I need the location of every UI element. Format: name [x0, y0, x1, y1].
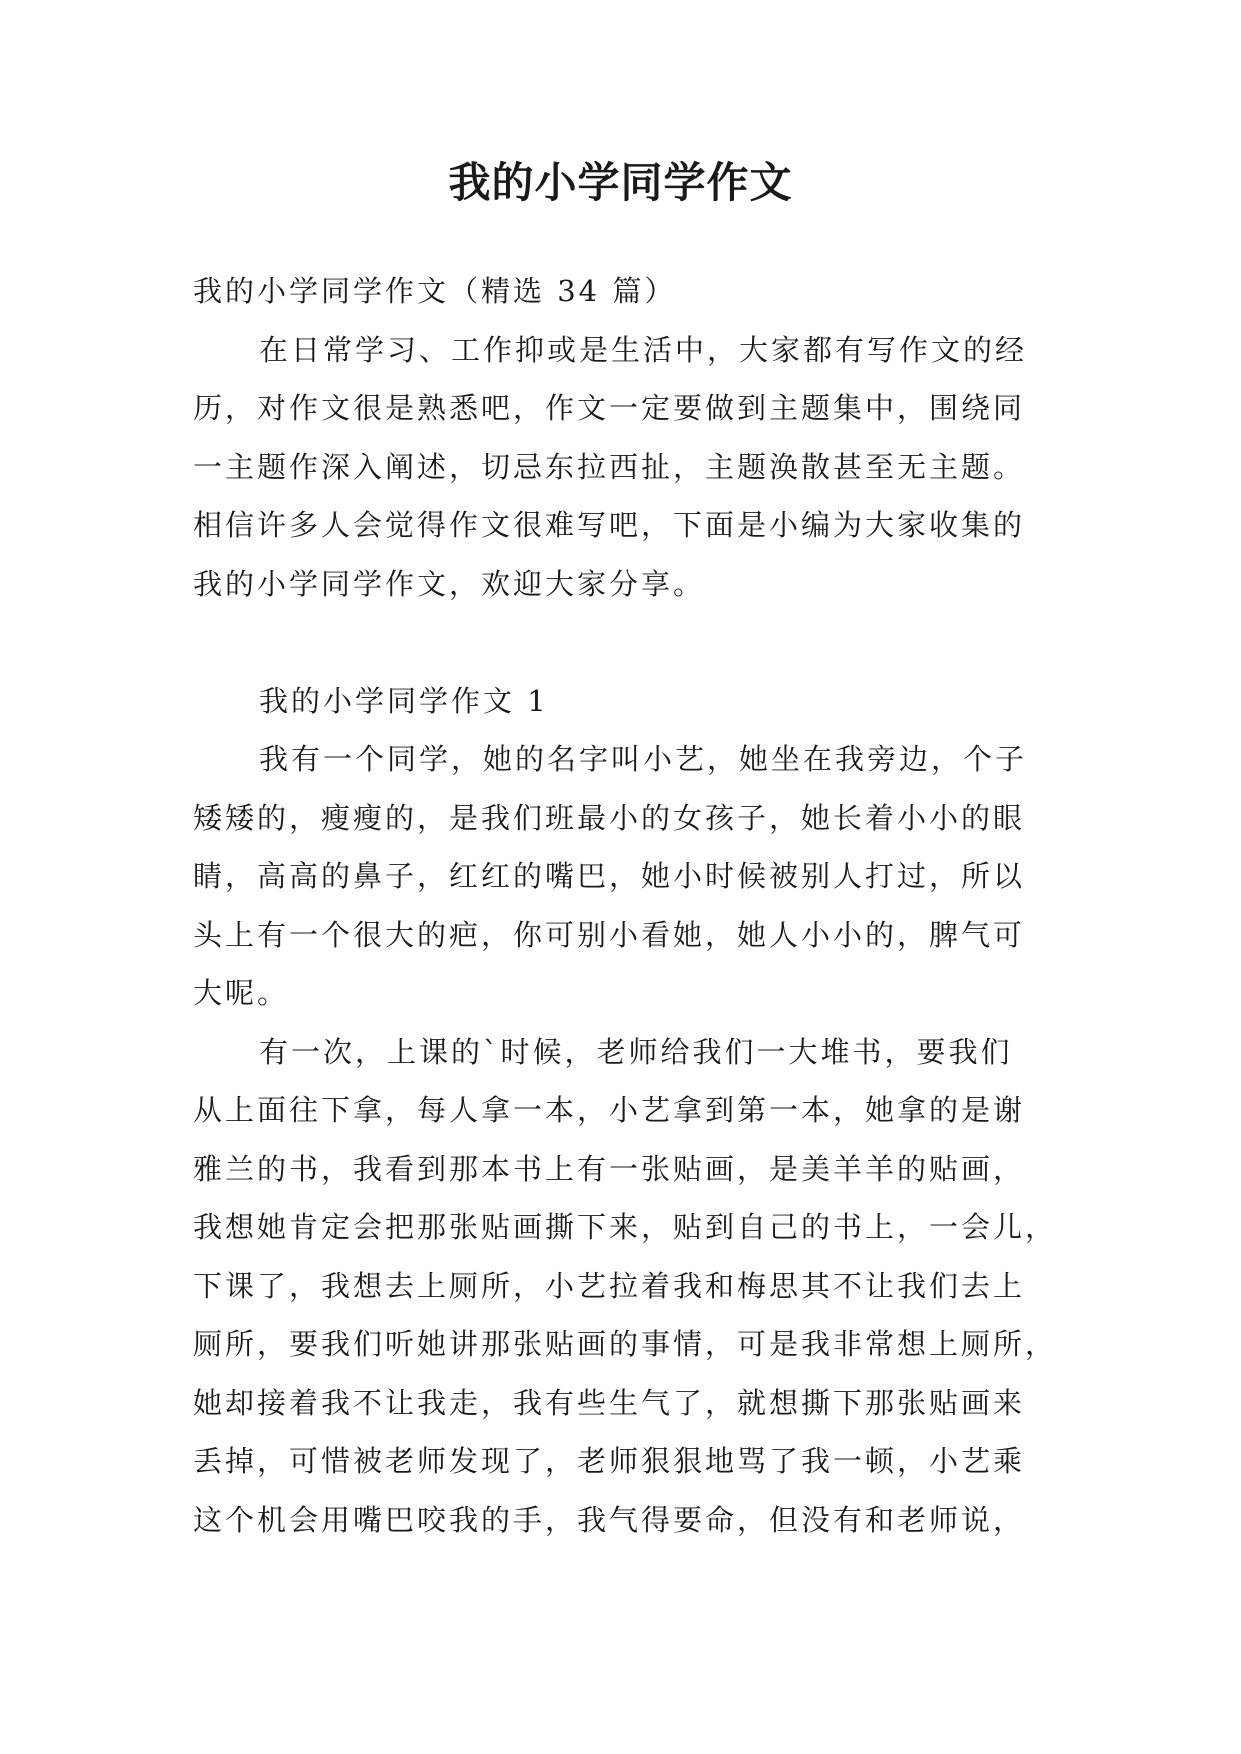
text-line: 我想她肯定会把那张贴画撕下来，贴到自己的书上，一会儿，	[193, 1210, 1058, 1244]
document-title: 我的小学同学作文	[448, 158, 793, 207]
text-line: 下课了，我想去上厕所，小艺拉着我和梅思其不让我们去上	[193, 1268, 1026, 1303]
text-line: 我的小学同学作文，欢迎大家分享。	[193, 566, 706, 601]
section-heading: 我的小学同学作文 1	[259, 683, 549, 718]
text-line: 头上有一个很大的疤，你可别小看她，她人小小的，脾气可	[193, 917, 1026, 952]
text-line: 矮矮的，瘦瘦的，是我们班最小的女孩子，她长着小小的眼	[193, 800, 1026, 835]
text-line: 有一次，上课的`时候，老师给我们一大堆书，要我们	[259, 1034, 1013, 1069]
text-line: 这个机会用嘴巴咬我的手，我气得要命，但没有和老师说，	[193, 1502, 1026, 1537]
text-line: 睛，高高的鼻子，红红的嘴巴，她小时候被别人打过，所以	[193, 859, 1026, 893]
blank-line	[193, 613, 1073, 672]
text-line: 我的小学同学作文（精选 34 篇）	[193, 274, 677, 308]
text-line: 一主题作深入阐述，切忌东拉西扯，主题涣散甚至无主题。	[193, 449, 1026, 484]
text-line: 我有一个同学，她的名字叫小艺，她坐在我旁边，个子	[259, 742, 1028, 776]
text-line: 丢掉，可惜被老师发现了，老师狠狠地骂了我一顿，小艺乘	[193, 1444, 1026, 1478]
text-line: 大呢。	[193, 976, 290, 1010]
text-line: 她却接着我不让我走，我有些生气了，就想撕下那张贴画来	[193, 1385, 1026, 1420]
text-line: 在日常学习、工作抑或是生活中，大家都有写作文的经	[259, 332, 1028, 367]
text-line: 从上面往下拿，每人拿一本，小艺拿到第一本，她拿的是谢	[193, 1093, 1026, 1127]
text-line: 相信许多人会觉得作文很难写吧，下面是小编为大家收集的	[193, 508, 1026, 542]
text-line: 历，对作文很是熟悉吧，作文一定要做到主题集中，围绕同	[193, 391, 1026, 425]
text-line: 雅兰的书，我看到那本书上有一张贴画，是美羊羊的贴画，	[193, 1151, 1026, 1186]
text-line: 厕所，要我们听她讲那张贴画的事情，可是我非常想上厕所，	[193, 1327, 1058, 1361]
document-body	[193, 262, 1073, 1549]
